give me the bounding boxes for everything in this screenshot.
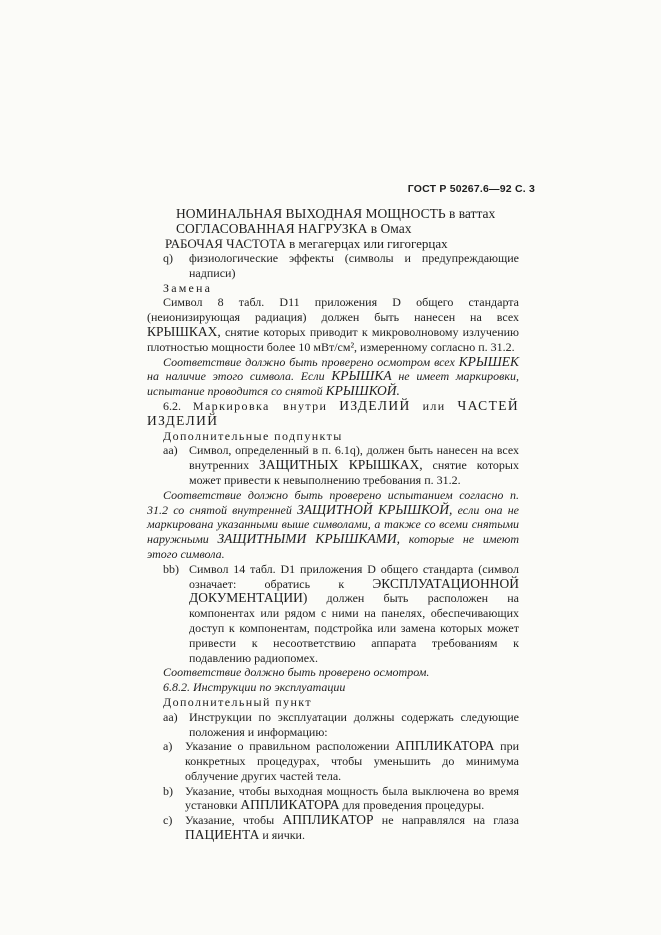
replacement-label: Замена	[163, 280, 213, 295]
document-body	[147, 206, 519, 843]
item-bb-symbol14: bb) Символ 14 табл. D1 приложения D общего стандарта (символ означает: обратись к ЭКСПЛУАТАЦИОННОЙ ДОКУМЕНТАЦИИ) должен быть расположен на компонентах или рядом с ними на панелях, обеспечивающих доступ к компонентам, подстройка или замена которых может привести к несоответствию аппарата требованиям к подавлению радиопомех.	[163, 561, 519, 665]
heading-output-power: НОМИНАЛЬНАЯ ВЫХОДНАЯ МОЩНОСТЬ в ваттах	[176, 206, 496, 221]
item-aa-instructions: аа) Инструкции по эксплуатации должны содержать следующие положения и информацию:	[163, 709, 519, 739]
additional-subitems-label: Дополнительные подпункты	[163, 428, 343, 443]
symbol8-paragraph: Символ 8 табл. D11 приложения D общего стандарта (неионизирующая радиация) должен быть нанесен на всех КРЫШКАХ, снятие которых приводит к микроволновому излучению плотностью мощности более 10 мВт/см², измеренному согласно п. 31.2.	[147, 295, 519, 354]
item-b-power-off: b) Указание, чтобы выходная мощность была выключена во время установки АППЛИКАТОРА для проведения процедуры.	[163, 783, 519, 813]
item-c-eyes: с) Указание, чтобы АППЛИКАТОР не направлялся на глаза ПАЦИЕНТА и яички.	[163, 812, 519, 843]
heading-operating-frequency: РАБОЧАЯ ЧАСТОТА в мегагерцах или гигогерцах	[165, 236, 448, 251]
check-paragraph-2: Соответствие должно быть проверено испытанием согласно п. 31.2 со снятой внутренней ЗАЩИТНОЙ КРЫШКОЙ, если она не маркирована указанными выше символами, а также со всеми снятыми наружными ЗАЩИТНЫМИ КРЫШКАМИ, которые не имеют этого символа.	[147, 487, 519, 561]
check-paragraph-1: Соответствие должно быть проверено осмотром всех КРЫШЕК на наличие этого символа. Если КРЫШКА не имеет маркировки, испытание проводится со снятой КРЫШКОЙ.	[147, 353, 519, 399]
section-6-8-2-heading: 6.8.2. Инструкции по эксплуатации	[163, 680, 346, 695]
heading-matched-load: СОГЛАСОВАННАЯ НАГРУЗКА в Омах	[176, 221, 412, 236]
additional-item-label: Дополнительный пункт	[163, 694, 312, 709]
item-a-applicator-position: а) Указание о правильном расположении АППЛИКАТОРА при конкретных процедурах, чтобы уменьшить до минимума облучение других частей тела.	[163, 738, 520, 783]
page-header-number: ГОСТ Р 50267.6—92 С. 3	[407, 183, 535, 195]
check-paragraph-3: Соответствие должно быть проверено осмотром.	[163, 665, 430, 680]
item-q: q) физиологические эффекты (символы и предупреждающие надписи)	[163, 251, 519, 280]
item-aa-symbol: аа) Символ, определенный в п. 6.1q), должен быть нанесен на всех внутренних ЗАЩИТНЫХ КРЫШКАХ, снятие которых может привести к невыполнению требования п. 31.2.	[163, 443, 519, 487]
section-6-2-heading: 6.2. Маркировка внутри ИЗДЕЛИЙ или ЧАСТЕЙ ИЗДЕЛИЙ	[147, 397, 520, 428]
